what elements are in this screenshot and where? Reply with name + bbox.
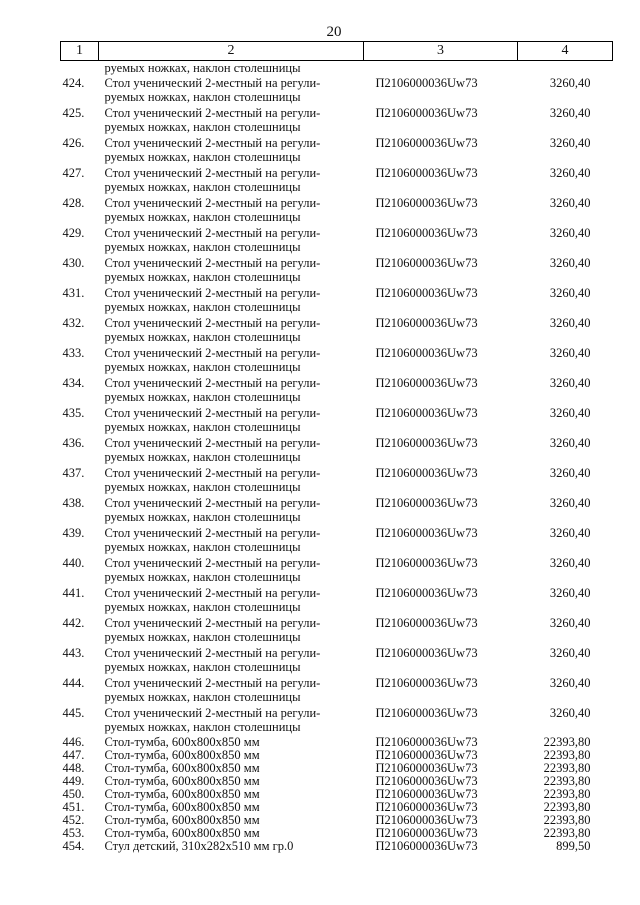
- item-code: П2106000036Uw73: [375, 827, 478, 840]
- item-price: 3260,40: [549, 316, 591, 330]
- item-code: П2106000036Uw73: [375, 616, 478, 630]
- item-name-line-1: Стол-тумба, 600х800х850 мм: [104, 801, 260, 814]
- table-row: [61, 76, 613, 106]
- item-name: [99, 676, 364, 706]
- item-name: [99, 286, 364, 316]
- item-name-line-1: Стол ученический 2-местный на регули-: [104, 136, 321, 150]
- item-price: 3260,40: [549, 676, 591, 690]
- row-number: 426.: [62, 136, 85, 150]
- item-code: П2106000036Uw73: [375, 166, 478, 180]
- item-price: 3260,40: [549, 406, 591, 420]
- row-number: 436.: [62, 436, 85, 450]
- item-code: П2106000036Uw73: [375, 749, 478, 762]
- table-row: [61, 706, 613, 736]
- item-name-line-2: руемых ножках, наклон столешницы: [104, 540, 301, 554]
- item-price: 3260,40: [549, 706, 591, 720]
- row-number: 433.: [62, 346, 85, 360]
- item-name: [99, 646, 364, 676]
- item-name-line-2: руемых ножках, наклон столешницы: [104, 600, 301, 614]
- row-number: 437.: [62, 466, 85, 480]
- table-row: [61, 801, 613, 814]
- item-code: П2106000036Uw73: [375, 556, 478, 570]
- item-name-line-2: руемых ножках, наклон столешницы: [104, 270, 301, 284]
- item-price: 22393,80: [543, 736, 591, 749]
- item-price: 3260,40: [549, 256, 591, 270]
- table-row: [61, 556, 613, 586]
- item-price: 3260,40: [549, 436, 591, 450]
- item-price: 3260,40: [549, 496, 591, 510]
- item-name-line-2: руемых ножках, наклон столешницы: [104, 180, 301, 194]
- item-price: 22393,80: [543, 788, 591, 801]
- item-name-line-1: Стол-тумба, 600х800х850 мм: [104, 775, 260, 788]
- item-price: 3260,40: [549, 586, 591, 600]
- table-header-row: [61, 42, 613, 61]
- item-name: [99, 749, 364, 762]
- item-name: [99, 376, 364, 406]
- item-name: [99, 316, 364, 346]
- item-code: П2106000036Uw73: [375, 775, 478, 788]
- item-name: [99, 526, 364, 556]
- table-row: [61, 466, 613, 496]
- row-number: 442.: [62, 616, 85, 630]
- item-name-line-2: руемых ножках, наклон столешницы: [104, 660, 301, 674]
- row-number: 445.: [62, 706, 85, 720]
- item-price: 22393,80: [543, 801, 591, 814]
- table-row: [61, 840, 613, 853]
- item-name-line-1: Стол ученический 2-местный на регули-: [104, 436, 321, 450]
- row-number: 447.: [62, 749, 85, 762]
- item-price: 3260,40: [549, 646, 591, 660]
- item-name-line-1: Стол ученический 2-местный на регули-: [104, 496, 321, 510]
- item-name: [99, 556, 364, 586]
- row-number: 429.: [62, 226, 85, 240]
- item-code: П2106000036Uw73: [375, 286, 478, 300]
- item-name-line-1: Стол ученический 2-местный на регули-: [104, 586, 321, 600]
- item-name: [99, 166, 364, 196]
- item-name-line-2: руемых ножках, наклон столешницы: [104, 480, 301, 494]
- column-header-2: 2: [99, 42, 364, 61]
- item-name-line-2: руемых ножках, наклон столешницы: [104, 720, 301, 734]
- item-code: П2106000036Uw73: [375, 788, 478, 801]
- item-name-line-1: Стол ученический 2-местный на регули-: [104, 526, 321, 540]
- table-row: [61, 496, 613, 526]
- item-name-line-1: Стол ученический 2-местный на регули-: [104, 466, 321, 480]
- table-row: [61, 788, 613, 801]
- item-code: П2106000036Uw73: [375, 376, 478, 390]
- table-row: [61, 586, 613, 616]
- item-code: П2106000036Uw73: [375, 196, 478, 210]
- row-number: 427.: [62, 166, 85, 180]
- item-name-line-1: Стол ученический 2-местный на регули-: [104, 76, 321, 90]
- item-price: 3260,40: [549, 286, 591, 300]
- item-price: 3260,40: [549, 136, 591, 150]
- item-price: 3260,40: [549, 346, 591, 360]
- item-code: П2106000036Uw73: [375, 840, 478, 853]
- item-name-line-2: руемых ножках, наклон столешницы: [104, 420, 301, 434]
- item-price: 22393,80: [543, 814, 591, 827]
- item-code: П2106000036Uw73: [375, 762, 478, 775]
- row-number: 428.: [62, 196, 85, 210]
- item-code: П2106000036Uw73: [375, 586, 478, 600]
- item-code: П2106000036Uw73: [375, 256, 478, 270]
- item-name-line-1: Стул детский, 310х282х510 мм гр.0: [104, 840, 294, 853]
- item-name: [99, 706, 364, 736]
- row-number: 448.: [62, 762, 85, 775]
- item-name-line-1: Стол ученический 2-местный на регули-: [104, 346, 321, 360]
- item-name: [99, 762, 364, 775]
- item-name: [99, 196, 364, 226]
- item-name-line-1: Стол ученический 2-местный на регули-: [104, 556, 321, 570]
- item-name-line-2: руемых ножках, наклон столешницы: [104, 240, 301, 254]
- item-price: 3260,40: [549, 166, 591, 180]
- item-name: [99, 801, 364, 814]
- row-number: 449.: [62, 775, 85, 788]
- item-code: П2106000036Uw73: [375, 136, 478, 150]
- item-price: 899,50: [556, 840, 591, 853]
- item-price: 22393,80: [543, 762, 591, 775]
- item-name: [99, 466, 364, 496]
- item-name: [99, 840, 364, 853]
- row-number: 431.: [62, 286, 85, 300]
- item-name: [99, 788, 364, 801]
- column-header-1: 1: [61, 42, 99, 61]
- item-price: 3260,40: [549, 106, 591, 120]
- page-number: 20: [326, 24, 342, 40]
- row-number: 424.: [62, 76, 85, 90]
- item-price: 3260,40: [549, 526, 591, 540]
- row-number: 452.: [62, 814, 85, 827]
- column-header-3: 3: [364, 42, 518, 61]
- item-code: П2106000036Uw73: [375, 76, 478, 90]
- item-name-line-2: руемых ножках, наклон столешницы: [104, 360, 301, 374]
- item-price: 3260,40: [549, 556, 591, 570]
- row-number: 430.: [62, 256, 85, 270]
- table-row: [61, 316, 613, 346]
- item-name-line-2: руемых ножках, наклон столешницы: [104, 570, 301, 584]
- item-name: [99, 136, 364, 166]
- item-price: 3260,40: [549, 466, 591, 480]
- item-name-line-2: руемых ножках, наклон столешницы: [104, 690, 301, 704]
- column-header-4: 4: [518, 42, 613, 61]
- row-number: 453.: [62, 827, 85, 840]
- item-name-line-2: руемых ножках, наклон столешницы: [104, 330, 301, 344]
- table-row: [61, 736, 613, 749]
- item-name: [99, 586, 364, 616]
- item-price: 3260,40: [549, 226, 591, 240]
- row-number: 438.: [62, 496, 85, 510]
- item-name: [99, 436, 364, 466]
- item-code: П2106000036Uw73: [375, 496, 478, 510]
- item-name-line-1: Стол ученический 2-местный на регули-: [104, 106, 321, 120]
- item-name-line-2: руемых ножках, наклон столешницы: [104, 450, 301, 464]
- item-name: [99, 496, 364, 526]
- item-name-line-1: Стол ученический 2-местный на регули-: [104, 256, 321, 270]
- item-name-line-2: руемых ножках, наклон столешницы: [104, 90, 301, 104]
- table-row: [61, 406, 613, 436]
- item-price: 3260,40: [549, 76, 591, 90]
- row-number: 441.: [62, 586, 85, 600]
- table-row: [61, 436, 613, 466]
- table-row: [61, 346, 613, 376]
- table-row: [61, 646, 613, 676]
- item-code: П2106000036Uw73: [375, 706, 478, 720]
- row-number: 451.: [62, 801, 85, 814]
- item-name-line-1: Стол ученический 2-местный на регули-: [104, 226, 321, 240]
- item-code: П2106000036Uw73: [375, 801, 478, 814]
- item-name: [99, 775, 364, 788]
- item-name: [99, 736, 364, 749]
- table-row: [61, 226, 613, 256]
- item-name-line-2: руемых ножках, наклон столешницы: [104, 210, 301, 224]
- item-name: [99, 256, 364, 286]
- item-name-line-2: руемых ножках, наклон столешницы: [104, 300, 301, 314]
- item-code: П2106000036Uw73: [375, 526, 478, 540]
- item-name-line-2: руемых ножках, наклон столешницы: [104, 510, 301, 524]
- item-name-line-1: Стол-тумба, 600х800х850 мм: [104, 788, 260, 801]
- item-name-line-1: Стол ученический 2-местный на регули-: [104, 376, 321, 390]
- item-name-line-1: Стол-тумба, 600х800х850 мм: [104, 749, 260, 762]
- item-code: П2106000036Uw73: [375, 814, 478, 827]
- row-number: 446.: [62, 736, 85, 749]
- table-row: [61, 749, 613, 762]
- item-name-line-1: Стол ученический 2-местный на регули-: [104, 676, 321, 690]
- item-code: П2106000036Uw73: [375, 736, 478, 749]
- item-name-line-1: Стол-тумба, 600х800х850 мм: [104, 827, 260, 840]
- table-row: [61, 775, 613, 788]
- table-row: [61, 526, 613, 556]
- item-name-line-1: Стол-тумба, 600х800х850 мм: [104, 762, 260, 775]
- continuation-row: [61, 61, 613, 77]
- item-name: [99, 616, 364, 646]
- table-row: [61, 136, 613, 166]
- table-row: [61, 676, 613, 706]
- row-number: 440.: [62, 556, 85, 570]
- row-number: 435.: [62, 406, 85, 420]
- item-name-line-2: руемых ножках, наклон столешницы: [104, 150, 301, 164]
- item-price: 3260,40: [549, 616, 591, 630]
- items-table: [60, 41, 613, 853]
- item-name-line-1: Стол ученический 2-местный на регули-: [104, 316, 321, 330]
- item-name-line-2: руемых ножках, наклон столешницы: [104, 390, 301, 404]
- item-price: 3260,40: [549, 196, 591, 210]
- item-price: 22393,80: [543, 749, 591, 762]
- item-price: 3260,40: [549, 376, 591, 390]
- item-name-line-1: Стол ученический 2-местный на регули-: [104, 196, 321, 210]
- item-code: П2106000036Uw73: [375, 406, 478, 420]
- item-name: [99, 406, 364, 436]
- item-code: П2106000036Uw73: [375, 646, 478, 660]
- item-code: П2106000036Uw73: [375, 436, 478, 450]
- item-name-line-1: Стол ученический 2-местный на регули-: [104, 706, 321, 720]
- row-number: 439.: [62, 526, 85, 540]
- item-name-line-2: руемых ножках, наклон столешницы: [104, 630, 301, 644]
- item-name-line-1: Стол-тумба, 600х800х850 мм: [104, 814, 260, 827]
- item-name-line-1: Стол ученический 2-местный на регули-: [104, 616, 321, 630]
- item-name-line-1: Стол ученический 2-местный на регули-: [104, 646, 321, 660]
- item-name-line-1: Стол ученический 2-местный на регули-: [104, 406, 321, 420]
- table-row: [61, 166, 613, 196]
- item-code: П2106000036Uw73: [375, 346, 478, 360]
- row-number: 444.: [62, 676, 85, 690]
- table-row: [61, 286, 613, 316]
- item-name-line-2: руемых ножках, наклон столешницы: [104, 120, 301, 134]
- item-price: 22393,80: [543, 827, 591, 840]
- table-row: [61, 616, 613, 646]
- table-row: [61, 827, 613, 840]
- item-code: П2106000036Uw73: [375, 466, 478, 480]
- item-name: [99, 814, 364, 827]
- item-code: П2106000036Uw73: [375, 106, 478, 120]
- row-number: 432.: [62, 316, 85, 330]
- item-name: [99, 226, 364, 256]
- item-name: [99, 106, 364, 136]
- row-number: 434.: [62, 376, 85, 390]
- row-number: 454.: [62, 840, 85, 853]
- item-name-line-1: Стол ученический 2-местный на регули-: [104, 286, 321, 300]
- item-name-line-1: Стол ученический 2-местный на регули-: [104, 166, 321, 180]
- item-name: [99, 346, 364, 376]
- item-code: П2106000036Uw73: [375, 316, 478, 330]
- table-row: [61, 762, 613, 775]
- item-name: [99, 76, 364, 106]
- table-row: [61, 196, 613, 226]
- row-number: 425.: [62, 106, 85, 120]
- row-number: 450.: [62, 788, 85, 801]
- item-name: [99, 827, 364, 840]
- item-name-line-1: Стол-тумба, 600х800х850 мм: [104, 736, 260, 749]
- table-row: [61, 376, 613, 406]
- continuation-text: руемых ножках, наклон столешницы: [104, 61, 301, 75]
- table-row: [61, 106, 613, 136]
- item-code: П2106000036Uw73: [375, 226, 478, 240]
- table-row: [61, 814, 613, 827]
- row-number: 443.: [62, 646, 85, 660]
- table-row: [61, 256, 613, 286]
- item-price: 22393,80: [543, 775, 591, 788]
- item-code: П2106000036Uw73: [375, 676, 478, 690]
